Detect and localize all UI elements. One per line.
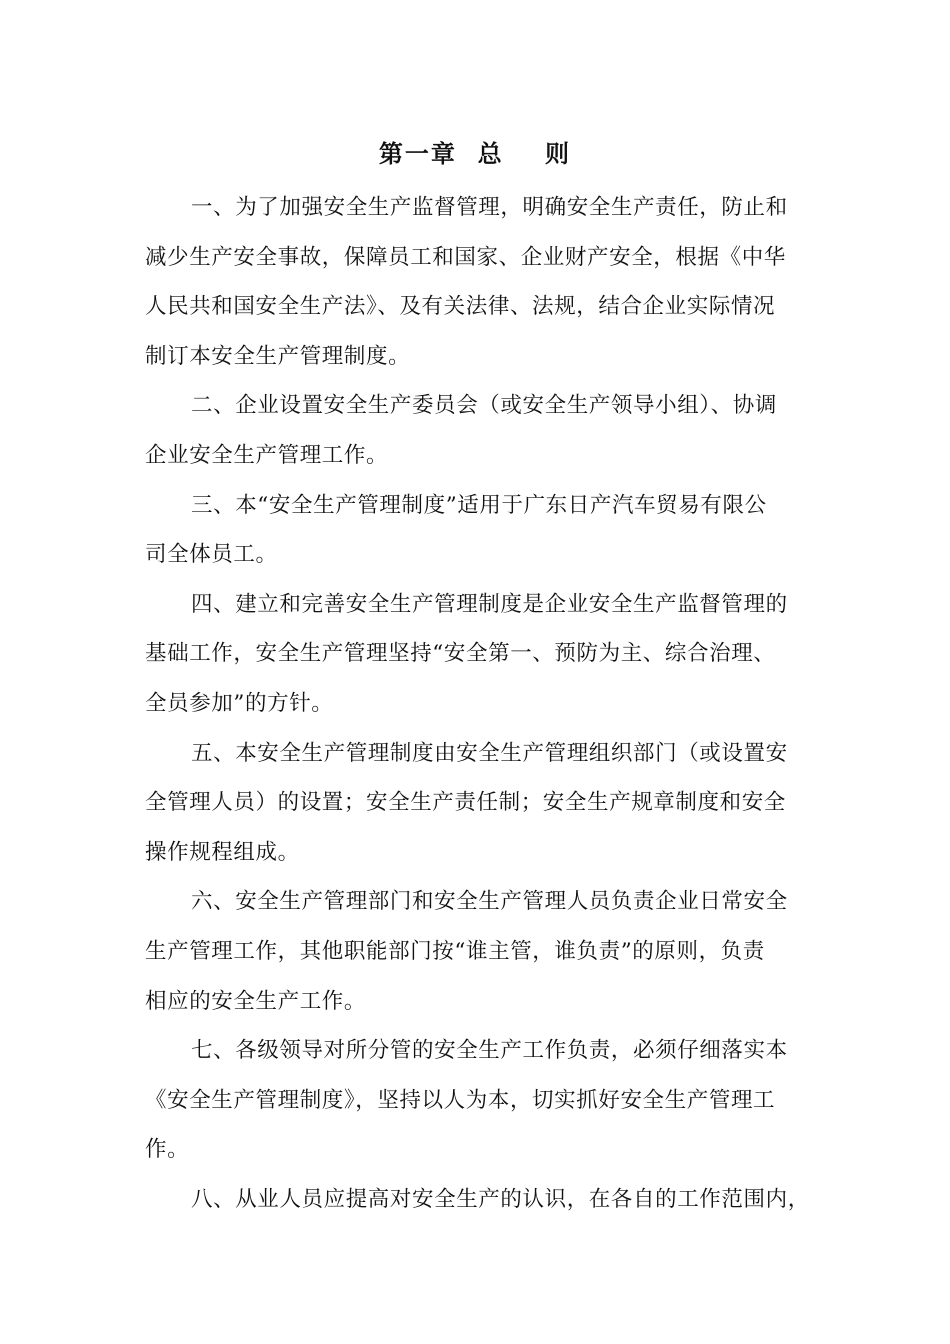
paragraph-line: 操作规程组成。: [145, 839, 300, 865]
paragraph-line: 人民共和国安全生产法》、及有关法律、法规，结合企业实际情况: [145, 294, 776, 320]
paragraph-line: 基础工作，安全生产管理坚持“安全第一、预防为主、综合治理、: [145, 641, 776, 667]
paragraph-line: 四、建立和完善安全生产管理制度是企业安全生产监督管理的: [191, 591, 788, 617]
paragraph-line: 作。: [145, 1137, 190, 1163]
paragraph-line: 企业安全生产管理工作。: [145, 442, 389, 468]
paragraph-line: 五、本安全生产管理制度由安全生产管理组织部门（或设置安: [191, 740, 788, 766]
paragraph-line: 八、从业人员应提高对安全生产的认识，在各自的工作范围内，: [191, 1186, 810, 1212]
paragraph-line: 全员参加”的方针。: [145, 690, 334, 716]
paragraph-line: 生产管理工作，其他职能部门按“谁主管，谁负责”的原则，负责: [145, 938, 765, 964]
paragraph-line: 相应的安全生产工作。: [145, 988, 367, 1014]
paragraph-line: 六、安全生产管理部门和安全生产管理人员负责企业日常安全: [191, 889, 788, 915]
paragraph-line: 《安全生产管理制度》，坚持以人为本，切实抓好安全生产管理工: [145, 1087, 776, 1113]
paragraph-line: 七、各级领导对所分管的安全生产工作负责，必须仔细落实本: [191, 1038, 788, 1064]
paragraph-line: 全管理人员）的设置；安全生产责任制；安全生产规章制度和安全: [145, 790, 786, 816]
paragraph-line: 减少生产安全事故，保障员工和国家、企业财产安全，根据《中华: [145, 244, 786, 270]
paragraph-line: 制订本安全生产管理制度。: [145, 343, 411, 369]
document-body: [145, 183, 813, 1224]
paragraph-line: 一、为了加强安全生产监督管理，明确安全生产责任，防止和: [191, 195, 788, 220]
paragraph-line: 司全体员工。: [145, 542, 278, 568]
paragraph-line: 三、本“安全生产管理制度”适用于广东日产汽车贸易有限公: [191, 492, 767, 518]
chapter-title: 第一章 总 则: [378, 140, 572, 168]
paragraph-line: 二、企业设置安全生产委员会（或安全生产领导小组）、协调: [191, 393, 777, 419]
